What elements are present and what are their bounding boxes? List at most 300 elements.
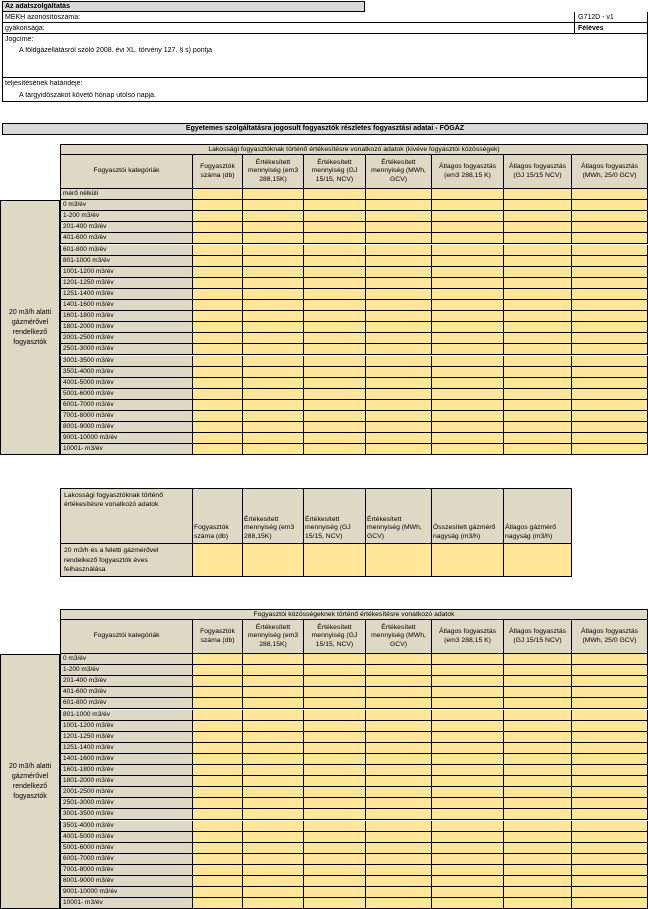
data-cell[interactable] (366, 289, 432, 300)
data-cell[interactable] (366, 356, 432, 367)
data-cell[interactable] (304, 687, 366, 698)
data-cell[interactable] (504, 289, 572, 300)
data-cell[interactable] (572, 433, 648, 444)
data-cell[interactable] (366, 721, 432, 732)
data-cell[interactable] (572, 422, 648, 433)
data-cell[interactable] (504, 821, 572, 832)
data-cell[interactable] (243, 311, 304, 322)
data-cell[interactable] (572, 654, 648, 665)
data-cell[interactable] (432, 687, 504, 698)
data-cell[interactable] (193, 256, 243, 267)
data-cell[interactable] (193, 356, 243, 367)
data-cell[interactable] (193, 344, 243, 355)
data-cell[interactable] (432, 821, 504, 832)
data-cell[interactable] (243, 732, 304, 743)
data-cell[interactable] (193, 843, 243, 854)
data-cell[interactable] (243, 200, 304, 211)
data-cell[interactable] (366, 400, 432, 411)
data-cell[interactable] (366, 444, 432, 455)
data-cell[interactable] (243, 289, 304, 300)
data-cell[interactable] (366, 200, 432, 211)
data-cell[interactable] (504, 400, 572, 411)
data-cell[interactable] (432, 400, 504, 411)
data-cell[interactable] (432, 356, 504, 367)
data-cell[interactable] (366, 378, 432, 389)
data-cell[interactable] (366, 433, 432, 444)
data-cell[interactable] (243, 444, 304, 455)
data-cell[interactable] (193, 278, 243, 289)
data-cell[interactable] (304, 222, 366, 233)
data-cell[interactable] (243, 389, 304, 400)
data-cell[interactable] (366, 411, 432, 422)
data-cell[interactable] (366, 798, 432, 809)
data-cell[interactable] (304, 200, 366, 211)
data-cell[interactable] (572, 665, 648, 676)
data-cell[interactable] (304, 311, 366, 322)
data-cell[interactable] (193, 322, 243, 333)
data-cell[interactable] (193, 289, 243, 300)
data-cell[interactable] (366, 300, 432, 311)
data-cell[interactable] (504, 732, 572, 743)
data-cell[interactable] (572, 754, 648, 765)
data-cell[interactable] (432, 422, 504, 433)
data-cell[interactable] (304, 843, 366, 854)
data-cell[interactable] (504, 322, 572, 333)
data-cell[interactable] (243, 865, 304, 876)
data-cell[interactable] (432, 289, 504, 300)
data-cell[interactable] (572, 843, 648, 854)
data-cell[interactable] (432, 333, 504, 344)
data-cell[interactable] (243, 809, 304, 820)
data-cell[interactable] (193, 809, 243, 820)
data-cell[interactable] (366, 698, 432, 709)
data-cell[interactable] (504, 356, 572, 367)
data-cell[interactable] (304, 256, 366, 267)
data-cell[interactable] (193, 721, 243, 732)
data-cell[interactable] (366, 422, 432, 433)
data-cell[interactable] (432, 776, 504, 787)
data-cell[interactable] (366, 311, 432, 322)
data-cell[interactable] (243, 256, 304, 267)
data-cell[interactable] (366, 787, 432, 798)
data-cell[interactable] (243, 687, 304, 698)
data-cell[interactable] (193, 311, 243, 322)
data-cell[interactable] (504, 411, 572, 422)
data-cell[interactable] (304, 300, 366, 311)
data-cell[interactable] (304, 710, 366, 721)
data-cell[interactable] (432, 322, 504, 333)
data-cell[interactable] (504, 687, 572, 698)
data-cell[interactable] (304, 444, 366, 455)
data-cell[interactable] (504, 698, 572, 709)
data-cell[interactable] (304, 654, 366, 665)
data-cell[interactable] (243, 787, 304, 798)
data-cell[interactable] (243, 698, 304, 709)
data-cell[interactable] (304, 765, 366, 776)
data-cell[interactable] (504, 654, 572, 665)
data-cell[interactable] (366, 876, 432, 887)
data-cell[interactable] (432, 233, 504, 244)
data-cell[interactable] (432, 245, 504, 256)
data-cell[interactable] (193, 233, 243, 244)
data-cell[interactable] (572, 233, 648, 244)
data-cell[interactable] (366, 865, 432, 876)
data-cell[interactable] (432, 898, 504, 909)
data-cell[interactable] (504, 378, 572, 389)
data-cell[interactable] (366, 267, 432, 278)
data-cell[interactable] (193, 389, 243, 400)
data-cell[interactable] (572, 865, 648, 876)
data-cell[interactable] (193, 732, 243, 743)
data-cell[interactable] (304, 743, 366, 754)
data-cell[interactable] (193, 189, 243, 200)
data-cell[interactable] (572, 311, 648, 322)
data-cell[interactable] (432, 256, 504, 267)
data-cell[interactable] (572, 267, 648, 278)
data-cell[interactable] (243, 832, 304, 843)
data-cell[interactable] (504, 754, 572, 765)
data-cell[interactable] (304, 211, 366, 222)
data-cell[interactable] (243, 821, 304, 832)
data-cell[interactable] (504, 787, 572, 798)
data-cell[interactable] (504, 898, 572, 909)
data-cell[interactable] (243, 411, 304, 422)
data-cell[interactable] (572, 854, 648, 865)
data-cell[interactable] (504, 245, 572, 256)
data-cell[interactable] (366, 654, 432, 665)
data-cell[interactable] (432, 876, 504, 887)
data-cell[interactable] (193, 754, 243, 765)
data-cell[interactable] (243, 300, 304, 311)
data-cell[interactable] (572, 367, 648, 378)
data-cell[interactable] (432, 278, 504, 289)
data-cell[interactable] (432, 832, 504, 843)
data-cell[interactable] (504, 776, 572, 787)
data-cell[interactable] (304, 865, 366, 876)
data-cell[interactable] (193, 710, 243, 721)
data-cell[interactable] (193, 654, 243, 665)
data-cell[interactable] (304, 787, 366, 798)
data-cell[interactable] (572, 765, 648, 776)
data-cell[interactable] (366, 344, 432, 355)
data-cell[interactable] (432, 710, 504, 721)
data-cell[interactable] (243, 378, 304, 389)
data-cell[interactable] (366, 544, 432, 577)
data-cell[interactable] (572, 389, 648, 400)
data-cell[interactable] (432, 444, 504, 455)
data-cell[interactable] (572, 698, 648, 709)
data-cell[interactable] (504, 300, 572, 311)
data-cell[interactable] (193, 898, 243, 909)
data-cell[interactable] (432, 843, 504, 854)
data-cell[interactable] (304, 698, 366, 709)
data-cell[interactable] (304, 832, 366, 843)
data-cell[interactable] (243, 222, 304, 233)
data-cell[interactable] (504, 256, 572, 267)
data-cell[interactable] (304, 389, 366, 400)
data-cell[interactable] (572, 721, 648, 732)
data-cell[interactable] (193, 400, 243, 411)
data-cell[interactable] (572, 278, 648, 289)
data-cell[interactable] (366, 389, 432, 400)
data-cell[interactable] (243, 322, 304, 333)
data-cell[interactable] (504, 798, 572, 809)
data-cell[interactable] (572, 743, 648, 754)
data-cell[interactable] (304, 233, 366, 244)
data-cell[interactable] (366, 687, 432, 698)
data-cell[interactable] (504, 832, 572, 843)
data-cell[interactable] (193, 267, 243, 278)
data-cell[interactable] (572, 189, 648, 200)
data-cell[interactable] (193, 887, 243, 898)
data-cell[interactable] (432, 267, 504, 278)
data-cell[interactable] (193, 776, 243, 787)
data-cell[interactable] (366, 843, 432, 854)
data-cell[interactable] (304, 721, 366, 732)
data-cell[interactable] (432, 732, 504, 743)
data-cell[interactable] (304, 400, 366, 411)
data-cell[interactable] (193, 200, 243, 211)
data-cell[interactable] (193, 854, 243, 865)
data-cell[interactable] (432, 654, 504, 665)
data-cell[interactable] (193, 865, 243, 876)
data-cell[interactable] (304, 267, 366, 278)
data-cell[interactable] (572, 289, 648, 300)
data-cell[interactable] (432, 544, 504, 577)
data-cell[interactable] (193, 544, 243, 577)
data-cell[interactable] (366, 898, 432, 909)
data-cell[interactable] (504, 433, 572, 444)
data-cell[interactable] (504, 344, 572, 355)
data-cell[interactable] (193, 698, 243, 709)
data-cell[interactable] (304, 322, 366, 333)
data-cell[interactable] (193, 378, 243, 389)
data-cell[interactable] (366, 821, 432, 832)
data-cell[interactable] (193, 333, 243, 344)
data-cell[interactable] (304, 278, 366, 289)
data-cell[interactable] (304, 821, 366, 832)
data-cell[interactable] (304, 344, 366, 355)
data-cell[interactable] (572, 809, 648, 820)
data-cell[interactable] (504, 444, 572, 455)
data-cell[interactable] (193, 211, 243, 222)
data-cell[interactable] (366, 233, 432, 244)
data-cell[interactable] (304, 544, 366, 577)
data-cell[interactable] (193, 222, 243, 233)
data-cell[interactable] (243, 743, 304, 754)
data-cell[interactable] (366, 754, 432, 765)
data-cell[interactable] (193, 300, 243, 311)
data-cell[interactable] (193, 787, 243, 798)
data-cell[interactable] (572, 444, 648, 455)
data-cell[interactable] (572, 876, 648, 887)
data-cell[interactable] (504, 721, 572, 732)
data-cell[interactable] (243, 433, 304, 444)
data-cell[interactable] (504, 278, 572, 289)
data-cell[interactable] (572, 300, 648, 311)
data-cell[interactable] (366, 809, 432, 820)
data-cell[interactable] (432, 787, 504, 798)
data-cell[interactable] (572, 687, 648, 698)
data-cell[interactable] (193, 743, 243, 754)
data-cell[interactable] (504, 311, 572, 322)
data-cell[interactable] (243, 710, 304, 721)
data-cell[interactable] (366, 710, 432, 721)
data-cell[interactable] (193, 245, 243, 256)
data-cell[interactable] (504, 333, 572, 344)
data-cell[interactable] (432, 754, 504, 765)
data-cell[interactable] (572, 732, 648, 743)
data-cell[interactable] (504, 765, 572, 776)
data-cell[interactable] (366, 367, 432, 378)
data-cell[interactable] (304, 665, 366, 676)
data-cell[interactable] (193, 444, 243, 455)
data-cell[interactable] (504, 189, 572, 200)
data-cell[interactable] (504, 887, 572, 898)
data-cell[interactable] (366, 832, 432, 843)
data-cell[interactable] (243, 843, 304, 854)
data-cell[interactable] (432, 698, 504, 709)
data-cell[interactable] (432, 211, 504, 222)
data-cell[interactable] (193, 798, 243, 809)
data-cell[interactable] (243, 898, 304, 909)
data-cell[interactable] (504, 267, 572, 278)
data-cell[interactable] (304, 876, 366, 887)
data-cell[interactable] (504, 544, 572, 577)
data-cell[interactable] (366, 676, 432, 687)
data-cell[interactable] (432, 189, 504, 200)
data-cell[interactable] (304, 356, 366, 367)
data-cell[interactable] (304, 776, 366, 787)
data-cell[interactable] (304, 854, 366, 865)
data-cell[interactable] (193, 411, 243, 422)
data-cell[interactable] (243, 798, 304, 809)
data-cell[interactable] (243, 333, 304, 344)
data-cell[interactable] (193, 832, 243, 843)
data-cell[interactable] (243, 754, 304, 765)
data-cell[interactable] (432, 300, 504, 311)
data-cell[interactable] (572, 356, 648, 367)
data-cell[interactable] (504, 389, 572, 400)
data-cell[interactable] (572, 776, 648, 787)
data-cell[interactable] (572, 898, 648, 909)
data-cell[interactable] (572, 245, 648, 256)
data-cell[interactable] (432, 809, 504, 820)
data-cell[interactable] (432, 200, 504, 211)
data-cell[interactable] (304, 189, 366, 200)
data-cell[interactable] (504, 809, 572, 820)
data-cell[interactable] (504, 222, 572, 233)
data-cell[interactable] (243, 356, 304, 367)
data-cell[interactable] (432, 311, 504, 322)
data-cell[interactable] (572, 832, 648, 843)
data-cell[interactable] (432, 389, 504, 400)
data-cell[interactable] (304, 732, 366, 743)
data-cell[interactable] (572, 378, 648, 389)
data-cell[interactable] (304, 333, 366, 344)
data-cell[interactable] (432, 367, 504, 378)
data-cell[interactable] (366, 765, 432, 776)
data-cell[interactable] (193, 765, 243, 776)
data-cell[interactable] (366, 732, 432, 743)
data-cell[interactable] (572, 222, 648, 233)
data-cell[interactable] (243, 887, 304, 898)
data-cell[interactable] (366, 743, 432, 754)
data-cell[interactable] (304, 676, 366, 687)
data-cell[interactable] (572, 887, 648, 898)
data-cell[interactable] (243, 665, 304, 676)
data-cell[interactable] (432, 865, 504, 876)
data-cell[interactable] (304, 433, 366, 444)
data-cell[interactable] (243, 245, 304, 256)
data-cell[interactable] (504, 665, 572, 676)
data-cell[interactable] (304, 289, 366, 300)
data-cell[interactable] (572, 211, 648, 222)
data-cell[interactable] (193, 665, 243, 676)
data-cell[interactable] (304, 367, 366, 378)
data-cell[interactable] (504, 367, 572, 378)
data-cell[interactable] (572, 821, 648, 832)
data-cell[interactable] (304, 798, 366, 809)
data-cell[interactable] (243, 233, 304, 244)
data-cell[interactable] (193, 876, 243, 887)
data-cell[interactable] (366, 665, 432, 676)
data-cell[interactable] (572, 411, 648, 422)
data-cell[interactable] (432, 411, 504, 422)
data-cell[interactable] (366, 776, 432, 787)
data-cell[interactable] (243, 278, 304, 289)
data-cell[interactable] (243, 544, 304, 577)
data-cell[interactable] (366, 333, 432, 344)
data-cell[interactable] (304, 245, 366, 256)
data-cell[interactable] (193, 687, 243, 698)
data-cell[interactable] (243, 765, 304, 776)
data-cell[interactable] (572, 710, 648, 721)
data-cell[interactable] (572, 344, 648, 355)
data-cell[interactable] (243, 189, 304, 200)
data-cell[interactable] (243, 721, 304, 732)
data-cell[interactable] (504, 876, 572, 887)
data-cell[interactable] (432, 665, 504, 676)
data-cell[interactable] (304, 378, 366, 389)
data-cell[interactable] (504, 865, 572, 876)
data-cell[interactable] (504, 710, 572, 721)
data-cell[interactable] (504, 200, 572, 211)
data-cell[interactable] (366, 211, 432, 222)
data-cell[interactable] (504, 843, 572, 854)
data-cell[interactable] (304, 887, 366, 898)
data-cell[interactable] (504, 233, 572, 244)
data-cell[interactable] (243, 776, 304, 787)
data-cell[interactable] (243, 400, 304, 411)
data-cell[interactable] (243, 367, 304, 378)
data-cell[interactable] (243, 344, 304, 355)
data-cell[interactable] (366, 887, 432, 898)
data-cell[interactable] (304, 411, 366, 422)
data-cell[interactable] (366, 256, 432, 267)
data-cell[interactable] (304, 422, 366, 433)
data-cell[interactable] (504, 676, 572, 687)
data-cell[interactable] (432, 676, 504, 687)
data-cell[interactable] (504, 743, 572, 754)
data-cell[interactable] (572, 400, 648, 411)
data-cell[interactable] (193, 422, 243, 433)
data-cell[interactable] (432, 222, 504, 233)
data-cell[interactable] (366, 189, 432, 200)
data-cell[interactable] (366, 245, 432, 256)
data-cell[interactable] (366, 278, 432, 289)
data-cell[interactable] (572, 676, 648, 687)
